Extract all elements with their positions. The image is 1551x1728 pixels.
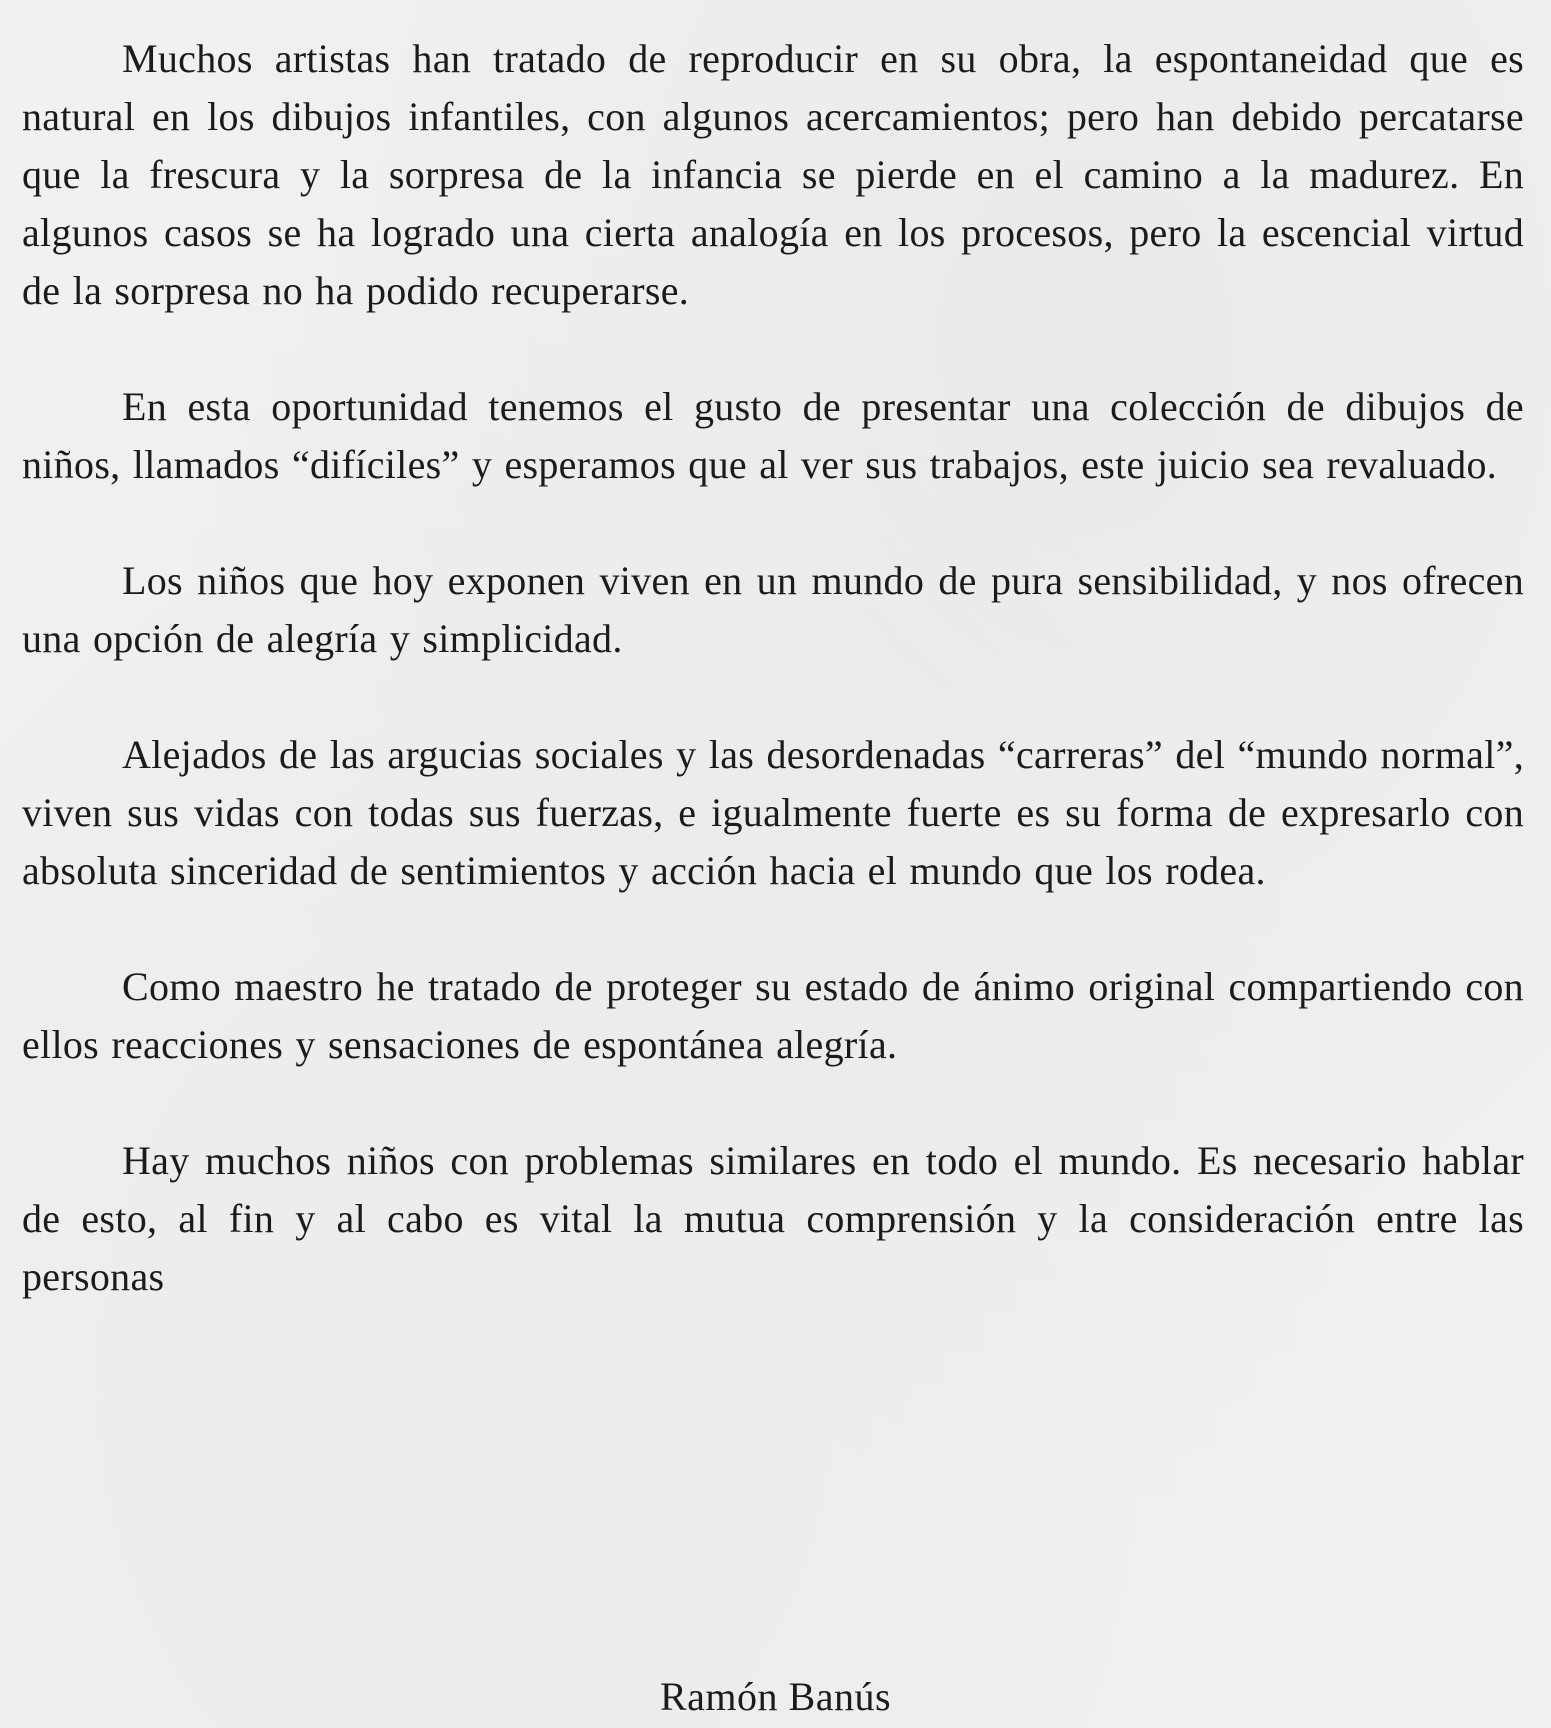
- body-text: [22, 30, 1524, 1306]
- paragraph-6: Hay muchos niños con problemas similares en todo el mundo. Es necesario hablar de esto, al fin y al cabo es vital la mutua comprensión y la consideración entre las personas: [22, 1138, 1524, 1299]
- paragraph-2: En esta oportunidad tenemos el gusto de presentar una colección de dibujos de niños, llamados “difíciles” y esperamos que al ver sus trabajos, este juicio sea revaluado.: [22, 384, 1524, 487]
- paragraph-3: Los niños que hoy exponen viven en un mundo de pura sensibilidad, y nos ofrecen una opción de alegría y simplicidad.: [22, 558, 1524, 661]
- paragraph-1: Muchos artistas han tratado de reproducir en su obra, la espontaneidad que es natural en los dibujos infantiles, con algunos acercamientos; pero han debido percatarse que la frescura y la sorpresa de la infancia se pierde en el camino a la madurez. En algunos casos se ha logrado una cierta analogía en los procesos, pero la escencial virtud de la sorpresa no ha podido recuperarse.: [22, 36, 1524, 313]
- author-signature: Ramón Banús: [659, 1674, 892, 1719]
- paragraph-4: Alejados de las argucias sociales y las desordenadas “carreras” del “mundo normal”, viven sus vidas con todas sus fuerzas, e igualmente fuerte es su forma de expresarlo con absoluta sinceridad de sentimientos y acción hacia el mundo que los rodea.: [22, 732, 1524, 893]
- paragraph-5: Como maestro he tratado de proteger su estado de ánimo original compartiendo con ellos reacciones y sensaciones de espontánea alegría.: [22, 964, 1524, 1067]
